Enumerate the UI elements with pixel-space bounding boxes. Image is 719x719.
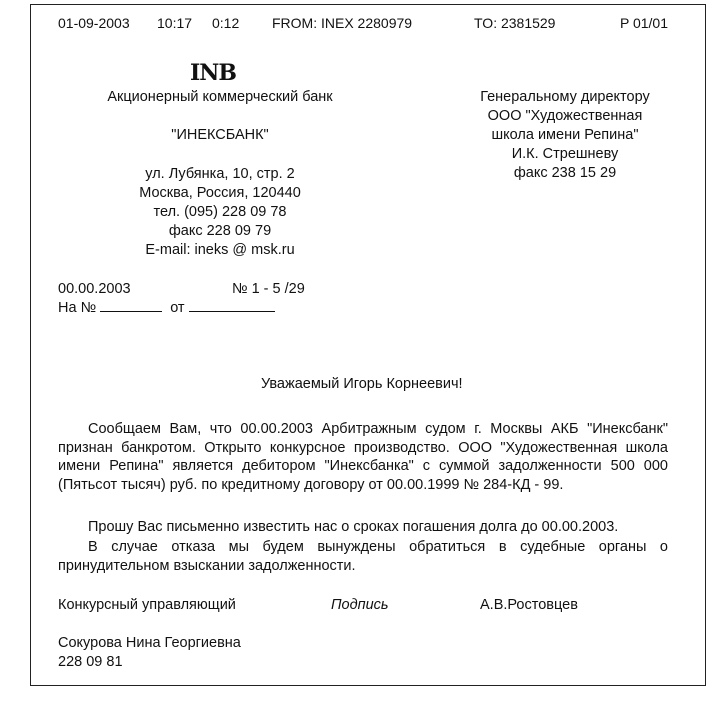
letter-number: № 1 - 5 /29 [232, 281, 305, 297]
reply-date-blank [189, 299, 275, 312]
body-paragraph-1 [58, 420, 668, 494]
signature-mark: Подпись [331, 597, 389, 613]
letter-date: 00.00.2003 [58, 281, 131, 297]
bank-address-street: ул. Лубянка, 10, стр. 2 [145, 166, 295, 182]
signatory-name: А.В.Ростовцев [480, 597, 578, 613]
recipient-fax: факс 238 15 29 [513, 165, 617, 181]
fax-from: FROM: INEX 2280979 [272, 15, 413, 31]
reply-number-label: На № [58, 300, 97, 316]
bank-logo: INB [190, 60, 236, 86]
body-paragraph-2 [58, 518, 668, 537]
body-paragraph-3-text: В случае отказа мы будем вынуждены обратиться в судебные органы о принудительном взыскании задолженности. [58, 539, 668, 574]
fax-to: TO: 2381529 [474, 15, 556, 31]
bank-type: Акционерный коммерческий банк [107, 89, 333, 105]
fax-date: 01-09-2003 [58, 15, 130, 31]
recipient-org-line2: школа имени Репина" [491, 127, 639, 143]
fax-time: 10:17 [157, 15, 193, 31]
body-paragraph-3 [58, 538, 668, 575]
reply-from-label: от [170, 300, 185, 316]
fax-duration: 0:12 [212, 15, 240, 31]
salutation: Уважаемый Игорь Корнеевич! [261, 376, 463, 392]
reply-reference [58, 299, 275, 317]
contact-phone: 228 09 81 [58, 654, 123, 670]
contact-name: Сокурова Нина Георгиевна [58, 635, 241, 651]
reply-number-blank [100, 299, 162, 312]
fax-page: P 01/01 [620, 15, 669, 31]
bank-name: "ИНЕКСБАНК" [171, 127, 269, 143]
recipient-org-line1: ООО "Художественная [487, 108, 643, 124]
recipient-title: Генеральному директору [480, 89, 650, 105]
bank-email: E-mail: ineks @ msk.ru [145, 242, 295, 258]
body-paragraph-2-text: Прошу Вас письменно известить нас о сроках погашения долга до 00.00.2003. [88, 519, 619, 535]
body-paragraph-1-text: Сообщаем Вам, что 00.00.2003 Арбитражным судом г. Москвы АКБ "Инексбанк" признан банкротом. Открыто конкурсное производство. ООО "Художественная школа имени Репина" является дебитором "Инексбанка" с суммой задолженности 500 000 (Пятьсот тысяч) руб. по кредитному договору от 00.00.1999 № 284-КД - 99. [58, 421, 668, 493]
recipient-name: И.К. Стрешневу [511, 146, 619, 162]
signatory-title: Конкурсный управляющий [58, 597, 236, 613]
bank-phone: тел. (095) 228 09 78 [153, 204, 287, 220]
bank-fax: факс 228 09 79 [168, 223, 272, 239]
bank-address-city: Москва, Россия, 120440 [139, 185, 301, 201]
